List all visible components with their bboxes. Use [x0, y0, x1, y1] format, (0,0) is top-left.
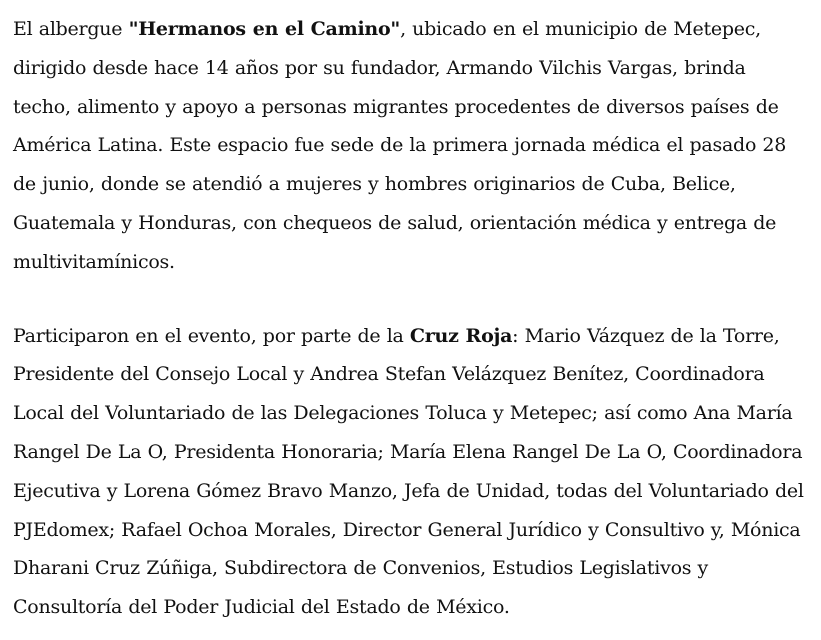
paragraph-shelter-body: , ubicado en el municipio de Metepec, dirigido desde hace 14 años por su fundador, Armando Vilchis Vargas, brinda techo, alimento y apoyo a personas migrantes procedentes de diversos países de América Latina. Este espacio fue sede de la primera jornada médica el pasado 28 de junio, donde se atendió a mujeres y hombres originarios de Cuba, Belice, Guatemala y Honduras, con chequeos de salud, orientación médica y entrega de multivitamínicos.	[13, 18, 787, 273]
paragraph-participants-intro: Participaron en el evento, por parte de la	[13, 324, 410, 347]
paragraph-participants-body: : Mario Vázquez de la Torre, Presidente del Consejo Local y Andrea Stefan Velázquez Benítez, Coordinadora Local del Voluntariado de las Delegaciones Toluca y Metepec; así como Ana María Rangel De La O, Presidenta Honoraria; María Elena Rangel De La O, Coordinadora Ejecutiva y Lorena Gómez Bravo Manzo, Jefa de Unidad, todas del Voluntariado del PJEdomex; Rafael Ochoa Morales, Director General Jurídico y Consultivo y, Mónica Dharani Cruz Zúñiga, Subdirectora de Convenios, Estudios Legislativos y Consultoría del Poder Judicial del Estado de México.	[13, 324, 804, 619]
paragraph-shelter-intro: El albergue	[13, 18, 129, 40]
paragraph-participants	[13, 317, 809, 627]
paragraph-shelter	[13, 10, 809, 282]
shelter-name: "Hermanos en el Camino"	[128, 18, 401, 40]
organization-name: Cruz Roja	[409, 324, 513, 347]
